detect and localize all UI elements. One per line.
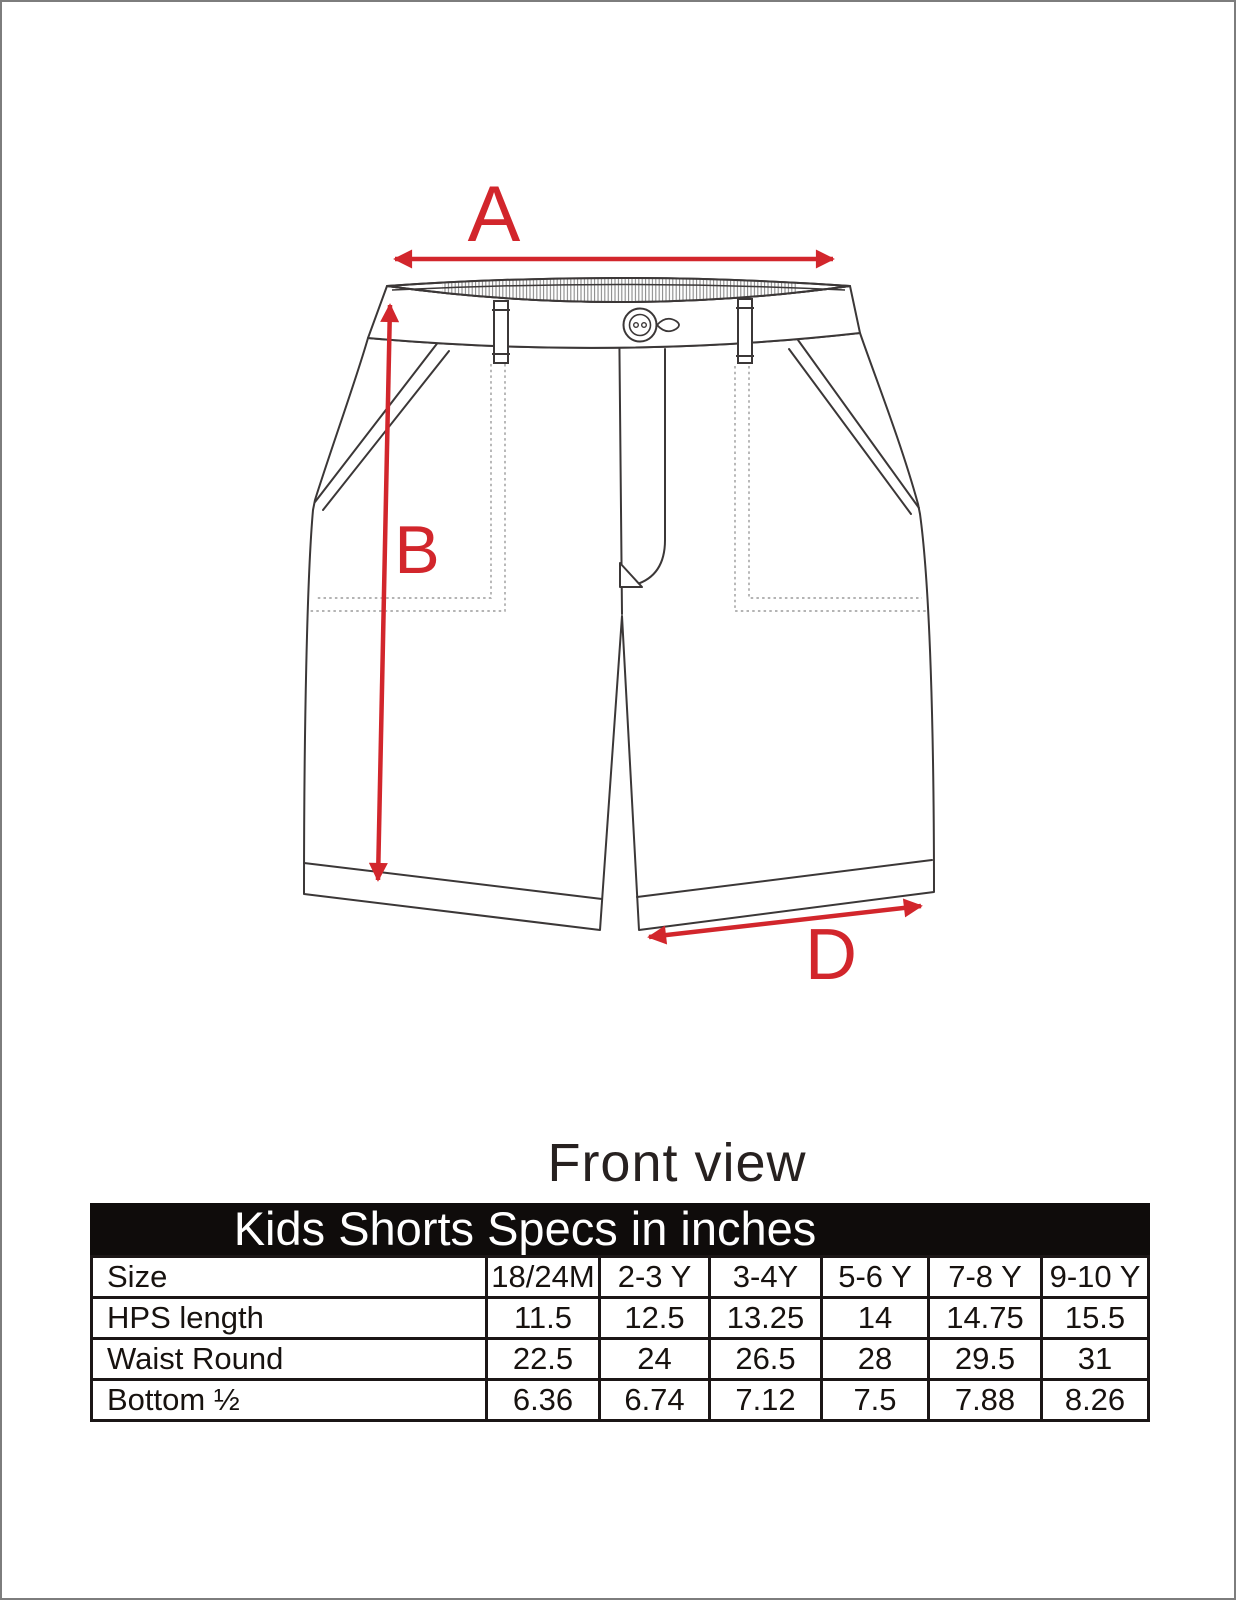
- table-cell: 12.5: [600, 1298, 710, 1339]
- table-cell: 29.5: [929, 1339, 1042, 1380]
- row-label: Waist Round: [92, 1339, 487, 1380]
- table-cell: 7.12: [710, 1380, 822, 1421]
- table-cell: 7.88: [929, 1380, 1042, 1421]
- table-row-bottom-half: [92, 1380, 1149, 1421]
- table-cell: 15.5: [1042, 1298, 1149, 1339]
- table-cell: 24: [600, 1339, 710, 1380]
- row-label: Bottom ½: [92, 1380, 487, 1421]
- table-cell: 22.5: [487, 1339, 600, 1380]
- spec-table-title: Kids Shorts Specs in inches: [90, 1203, 1150, 1255]
- table-cell: 13.25: [710, 1298, 822, 1339]
- front-view-caption: Front view: [547, 1133, 807, 1193]
- table-cell: 31: [1042, 1339, 1149, 1380]
- table-row-hps-length: [92, 1298, 1149, 1339]
- measure-label-d: D: [805, 915, 857, 995]
- table-row-waist-round: [92, 1339, 1149, 1380]
- table-cell: 14: [822, 1298, 929, 1339]
- belt-loop-left: [492, 301, 510, 363]
- table-row-size: [92, 1257, 1149, 1298]
- table-cell: 7.5: [822, 1380, 929, 1421]
- spec-table: [90, 1203, 1150, 1422]
- table-cell: 7-8 Y: [929, 1257, 1042, 1298]
- measure-label-a: A: [467, 169, 521, 258]
- table-cell: 28: [822, 1339, 929, 1380]
- button-icon: [624, 309, 657, 342]
- table-cell: 8.26: [1042, 1380, 1149, 1421]
- belt-loop-right: [736, 299, 754, 363]
- row-label: HPS length: [92, 1298, 487, 1339]
- table-cell: 2-3 Y: [600, 1257, 710, 1298]
- table-cell: 14.75: [929, 1298, 1042, 1339]
- measure-label-b: B: [394, 512, 440, 588]
- table-cell: 5-6 Y: [822, 1257, 929, 1298]
- shorts-body-outline: [304, 333, 934, 930]
- table-cell: 11.5: [487, 1298, 600, 1339]
- table-cell: 9-10 Y: [1042, 1257, 1149, 1298]
- row-label: Size: [92, 1257, 487, 1298]
- spec-table-grid: [90, 1255, 1150, 1422]
- table-cell: 6.36: [487, 1380, 600, 1421]
- table-cell: 18/24M: [487, 1257, 600, 1298]
- table-cell: 3-4Y: [710, 1257, 822, 1298]
- table-cell: 26.5: [710, 1339, 822, 1380]
- table-cell: 6.74: [600, 1380, 710, 1421]
